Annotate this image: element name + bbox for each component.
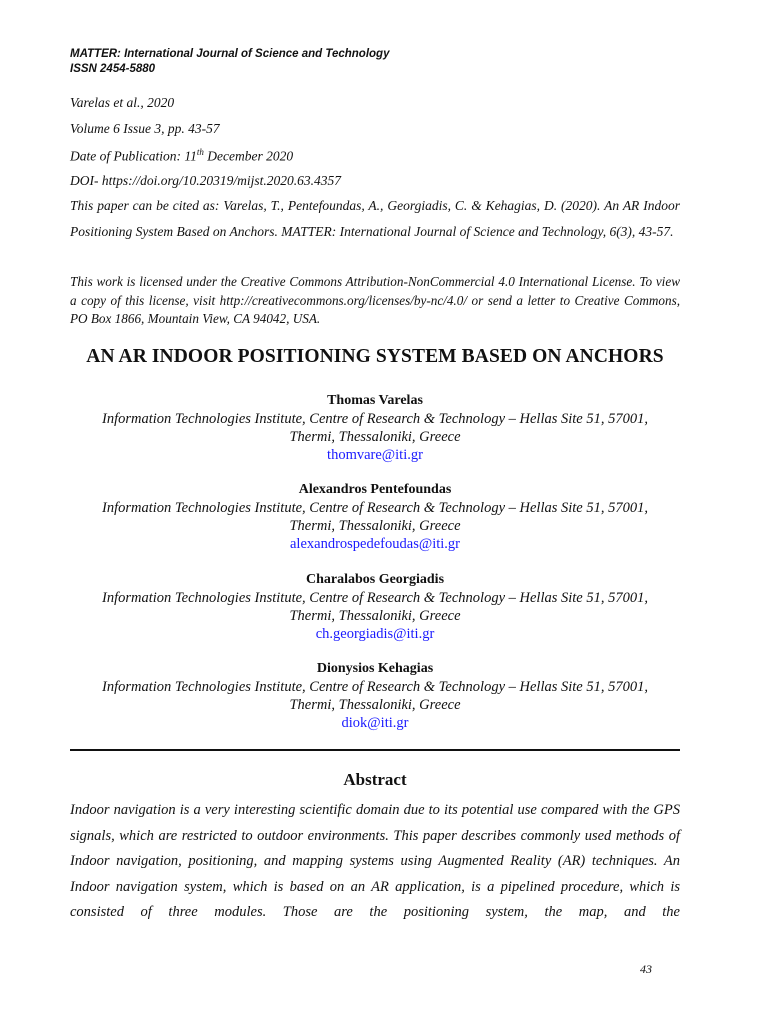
author-block-4 bbox=[70, 660, 680, 732]
author-affiliation: Information Technologies Institute, Centre of Research & Technology – Hellas Site 51, 57001, bbox=[102, 500, 648, 516]
author-name: Thomas Varelas bbox=[327, 393, 423, 408]
section-divider bbox=[70, 749, 680, 751]
author-email-link[interactable]: alexandrospedefoudas@iti.gr bbox=[290, 536, 460, 552]
journal-header bbox=[70, 47, 389, 77]
page-number: 43 bbox=[640, 962, 652, 976]
pub-date-sup: th bbox=[196, 147, 204, 157]
author-affiliation-location: Thermi, Thessaloniki, Greece bbox=[289, 518, 461, 534]
authors-year: Varelas et al., 2020 bbox=[70, 95, 175, 110]
pub-date-suffix: December 2020 bbox=[203, 148, 294, 164]
author-email-link[interactable]: thomvare@iti.gr bbox=[327, 447, 423, 463]
author-block-2 bbox=[70, 481, 680, 553]
volume-issue: Volume 6 Issue 3, pp. 43-57 bbox=[70, 121, 220, 136]
citation-text: This paper can be cited as: Varelas, T., Pentefoundas, A., Georgiadis, C. & Kehagias, D. (2020). An AR Indoor Positioning System Based on Anchors. MATTER: International Journal of Science and Technology, 6(3), 43-57. bbox=[70, 198, 680, 239]
author-block-3 bbox=[70, 571, 680, 643]
author-email-link[interactable]: ch.georgiadis@iti.gr bbox=[315, 626, 435, 642]
publication-date bbox=[70, 147, 293, 165]
journal-name: MATTER: International Journal of Science and Technology bbox=[70, 48, 390, 60]
pub-date-prefix: Date of Publication: 11 bbox=[70, 148, 197, 164]
author-affiliation: Information Technologies Institute, Centre of Research & Technology – Hellas Site 51, 57001, bbox=[102, 590, 648, 606]
author-affiliation: Information Technologies Institute, Centre of Research & Technology – Hellas Site 51, 57001, bbox=[102, 411, 648, 427]
abstract-text: Indoor navigation is a very interesting scientific domain due to its potential use compared with the GPS signals, which are restricted to outdoor environments. This paper describes commonly used methods of Indoor navigation, positioning, and mapping systems using Augmented Reality (AR) techniques. An Indoor navigation system, which is based on an AR application, is a pipelined procedure, which is consisted of three modules. Those are the positioning system, the map, and the bbox=[70, 802, 680, 920]
author-block-1 bbox=[70, 392, 680, 464]
author-name: Alexandros Pentefoundas bbox=[298, 482, 452, 497]
author-affiliation-location: Thermi, Thessaloniki, Greece bbox=[289, 608, 461, 624]
abstract-heading: Abstract bbox=[343, 770, 407, 789]
paper-title: AN AR INDOOR POSITIONING SYSTEM BASED ON ANCHORS bbox=[86, 346, 664, 367]
author-affiliation-location: Thermi, Thessaloniki, Greece bbox=[289, 429, 461, 445]
journal-issn: ISSN 2454-5880 bbox=[70, 63, 156, 75]
author-affiliation: Information Technologies Institute, Centre of Research & Technology – Hellas Site 51, 57001, bbox=[102, 679, 648, 695]
author-affiliation-location: Thermi, Thessaloniki, Greece bbox=[289, 697, 461, 713]
doi-line: DOI- https://doi.org/10.20319/mijst.2020.63.4357 bbox=[70, 173, 342, 188]
license-text: This work is licensed under the Creative Commons Attribution-NonCommercial 4.0 International License. To view a copy of this license, visit http://creativecommons.org/licenses/by-nc/4.0/ or send a letter to Creative Commons, PO Box 1866, Mountain View, CA 94042, USA. bbox=[70, 274, 680, 326]
author-name: Dionysios Kehagias bbox=[316, 661, 434, 676]
author-email-link[interactable]: diok@iti.gr bbox=[341, 715, 409, 731]
author-name: Charalabos Georgiadis bbox=[305, 572, 445, 587]
